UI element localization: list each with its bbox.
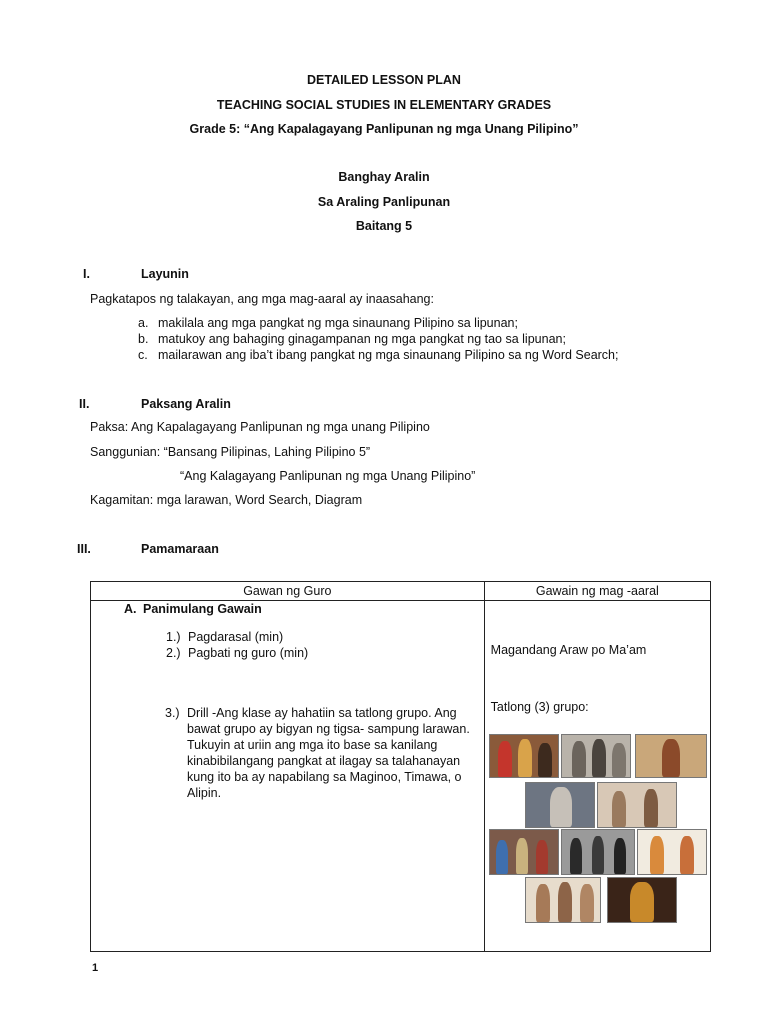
collage-image [607,877,677,923]
table-row [91,601,711,952]
doc-banghay: Banghay Aralin [338,170,430,184]
section1-intro: Pagkatapos ng talakayan, ang mga mag-aaral ay inaasahang: [90,292,434,306]
doc-grade-topic: Grade 5: “Ang Kapalagayang Panlipunan ng mga Unang Pilipino” [189,122,579,136]
step-3-label: 3.) [165,706,180,720]
objective-a-text: makilala ang mga pangkat ng mga sinaunang Pilipino sa lipunan; [158,316,518,330]
table-header-row [91,582,711,601]
sanggunian-line: Sanggunian: “Bansang Pilipinas, Lahing Pilipino 5” [90,445,371,459]
collage-image [525,782,595,828]
paksa-line: Paksa: Ang Kapalagayang Panlipunan ng mga unang Pilipino [90,420,430,434]
page-number: 1 [92,962,99,974]
section2-title: Paksang Aralin [141,397,231,411]
section1-numeral: I. [83,267,90,281]
objective-c-label: c. [138,348,148,362]
collage-image [561,734,631,778]
objective-b-text: matukoy ang bahaging ginagampanan ng mga pangkat ng tao sa lipunan; [158,332,566,346]
section3-title: Pamamaraan [141,542,219,556]
collage-image [561,829,635,875]
teacher-column-header: Gawan ng Guro [91,582,485,601]
step-2-text: Pagbati ng guro (min) [188,646,309,660]
student-cell [484,601,710,952]
student-greeting: Magandang Araw po Ma’am [490,643,647,657]
sanggunian-line-2: “Ang Kalagayang Panlipunan ng mga Unang Pilipino” [180,469,476,483]
collage-image [525,877,601,923]
teacher-cell [91,601,485,952]
procedure-table [90,581,711,952]
collage-image [489,829,559,875]
step-1-text: Pagdarasal (min) [188,630,284,644]
doc-araling: Sa Araling Panlipunan [317,195,451,209]
section1-title: Layunin [141,267,189,281]
collage-image [637,829,707,875]
section2-numeral: II. [79,397,90,411]
objective-a-label: a. [138,316,149,330]
doc-subtitle: TEACHING SOCIAL STUDIES IN ELEMENTARY GRADES [216,98,552,112]
doc-title: DETAILED LESSON PLAN [307,73,461,87]
student-column-header: Gawain ng mag -aaral [484,582,710,601]
section3-numeral: III. [77,542,91,556]
drill-text: Drill -Ang klase ay hahatiin sa tatlong grupo. Ang bawat grupo ay bigyan ng tigsa- sampung larawan. Tukuyin at uriin ang mga ito base sa kanilang kinabibilangang pangkat at ilagay sa talahanayan kung ito ba ay napabilang sa Maginoo, Timawa, o Alipin. [187,706,470,800]
subsection-label: A. [124,602,137,616]
step-1-label: 1.) [166,630,181,644]
collage-image [489,734,559,778]
subsection-title: Panimulang Gawain [143,602,262,616]
doc-baitang: Baitang 5 [355,219,413,233]
kagamitan-line: Kagamitan: mga larawan, Word Search, Diagram [90,493,363,507]
student-groups: Tatlong (3) grupo: [490,700,589,714]
drill-paragraph [165,705,477,801]
collage-image [635,734,707,778]
objective-c-text: mailarawan ang iba’t ibang pangkat ng mga sinaunang Pilipino sa ng Word Search; [158,348,619,362]
objective-b-label: b. [138,332,149,346]
step-2-label: 2.) [166,646,181,660]
collage-image [597,782,677,828]
